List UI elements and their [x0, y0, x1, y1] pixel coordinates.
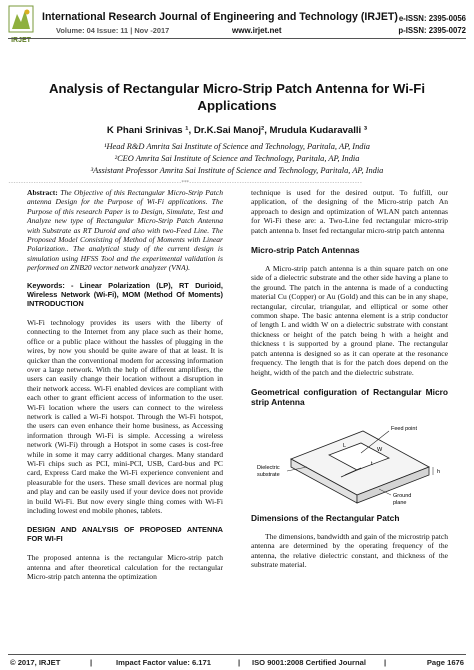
- svg-text:Feed point: Feed point: [391, 425, 417, 432]
- abstract-text: The Objective of this Rectangular Micro-Strip Patch antenna Design for the Purpose of Wi-Fi applications. The Purpose of this research Paper is to Design, Simulate, Test and Analyze new type of Rectangular Micro-Strip Patch Antenna with Substrate as RT Duroid and also with two-Feed Line. The Proposed Model Consisting of Method of Moments with Linear Polarization.. The analytical study of the current design is simulation using HFSS Tool and the experimental validation is performed on ZNB20 vector network analyzer (VNA).: [27, 188, 223, 273]
- volume-info: Volume: 04 Issue: 11 | Nov -2017: [56, 26, 170, 35]
- svg-text:L: L: [343, 442, 347, 449]
- dimensions-paragraph: The dimensions, bandwidth and gain of the microstrip patch antenna are determined by the operating frequency of the antenna, the relative dielectric constant, and thickness of the substrate material.: [251, 531, 448, 570]
- design-text: The proposed antenna is the rectangular Micro-strip patch antenna and after theoretical calculation for the rectangular Micro-strip patch antenna the optimization: [27, 553, 223, 582]
- design-heading: DESIGN AND ANALYSIS OF PROPOSED ANTENNA FOR WI-FI: [27, 525, 223, 544]
- footer-divider-1: |: [90, 658, 93, 667]
- heading-geometrical-configuration: Geometrical configuration of Rectangular Micro strip Antenna: [251, 386, 448, 407]
- antenna-figure: [251, 413, 448, 509]
- svg-text:Dielectricsubstrate: Dielectric substrate: [257, 464, 280, 478]
- paper-authors: K Phani Srinivas ¹, Dr.K.Sai Manoj², Mrudula Kudaravalli ³: [106, 125, 368, 136]
- svg-text:h: h: [437, 468, 441, 475]
- footer-page-number: Page 1676: [426, 658, 464, 667]
- eissn: e-ISSN: 2395-0056: [398, 14, 466, 23]
- abstract: [27, 188, 223, 273]
- footer-divider-3: |: [384, 658, 387, 667]
- section-separator: ---------------------------------------------------------------------***---------------------------------------------------------------------: [8, 180, 362, 186]
- journal-header: [0, 0, 474, 68]
- affiliation-2: ²CEO Amrita Sai Institute of Science and Technology, Paritala, AP, India: [114, 154, 360, 163]
- heading-microstrip-patch-antennas: Micro-strip Patch Antennas: [251, 245, 360, 256]
- keywords: Keywords: - Linear Polarization (LP), RT Durioid, Wireless Network (Wi-Fi), MOM (Method Of Moments) INTRODUCTION: [27, 280, 223, 309]
- irjet-logo-icon: [8, 4, 34, 46]
- svg-text:Groundplane: Ground plane: [393, 492, 412, 505]
- footer-copyright: © 2017, IRJET: [10, 658, 61, 667]
- affiliation-3: ³Assistant Professor Amrita Sai Institute of Science and Technology, Paritala, AP, India: [90, 166, 384, 175]
- introduction-text: Wi-Fi technology provides its users with the liberty of connecting to the Internet from any place such as their home, office or a public place without the hassles of plugging in the wires, by now you should be quite aware of that at least. It is quicker than the conventional modem for accessing information over a large network. With the help of different amplifiers, the users can easily change their location without a disruption in their network access. Wi-Fi enabled devices are compliant with each other to grant efficient access of information to the user. Wi-Fi location where the users can connect to the wireless network is called a Wi-Fi hotspot. Through the Wi-Fi hotspot, the users can even enhance their home business, as Accessing information through Wi-Fi is simple. Accessing a wireless network (Wi-Fi) through a Hotspot in some cases is cost-free while in some it may carry additional charges. Many standard Wi-Fi chips such as PCI, mini-PCI, USB, Card-bus and PC card, Express Card make the Wi-Fi experience convenient and pleasurable for the users. These small devices are normal plug and play and can be easily used if your device does not provide in build Wi-Fi. But now every single thing comes with Wi-Fi including lowest end mobile phones, tablets.: [27, 317, 223, 515]
- svg-text:IRJET: IRJET: [11, 37, 31, 44]
- continued-text: technique is used for the desired output. To fulfill, our application, of the designing of the Micro-strip patch An approach to design and optimization of WLAN patch antennas for Wi-Fi these are: a. Two-Line fed rectangular micro-strip patch antenna b. Inset fed rectangular micro-strip patch antenna: [251, 188, 448, 235]
- header-rule: [8, 38, 466, 39]
- affiliation-1: ¹Head R&D Amrita Sai Institute of Science and Technology, Paritala, AP, India: [104, 142, 370, 151]
- heading-dimensions: Dimensions of the Rectangular Patch: [251, 512, 400, 523]
- footer-iso: ISO 9001:2008 Certified Journal: [252, 658, 366, 667]
- footer-impact-factor: Impact Factor value: 6.171: [116, 658, 211, 667]
- paper-title: Analysis of Rectangular Micro-Strip Patch Antenna for Wi-Fi Applications: [48, 81, 425, 113]
- left-column: [27, 188, 223, 582]
- journal-title: International Research Journal of Engineering and Technology (IRJET): [42, 11, 398, 23]
- journal-website-link[interactable]: www.irjet.net: [232, 26, 282, 35]
- svg-text:t: t: [371, 460, 373, 467]
- page-footer: [8, 654, 466, 669]
- abstract-label: Abstract:: [27, 188, 58, 197]
- microstrip-paragraph: A Micro-strip patch antenna is a thin square patch on one side of a dielectric substrate and the other side having a plane to the ground. The patch in the antenna is made of a conducting material Cu (Copper) or Au (Gold) and this can be in any shape, rectangular, circular, triangular, and elliptical or some other common shape. The basic antenna element is a strip conductor of length L and width W on a dielectric substrate with constant thickness or height of the patch being h with a height and thickness t is supported by a ground plane. The rectangular patch antenna is designed so as it can operate at the resonance frequency. The length that is for the patch does depend on the height, width of the patch and the dielectric substrate.: [251, 264, 448, 377]
- right-column: [251, 188, 448, 570]
- svg-text:W: W: [377, 446, 383, 453]
- antenna-diagram: [251, 413, 448, 505]
- pissn: p-ISSN: 2395-0072: [398, 26, 466, 35]
- footer-divider-2: |: [238, 658, 241, 667]
